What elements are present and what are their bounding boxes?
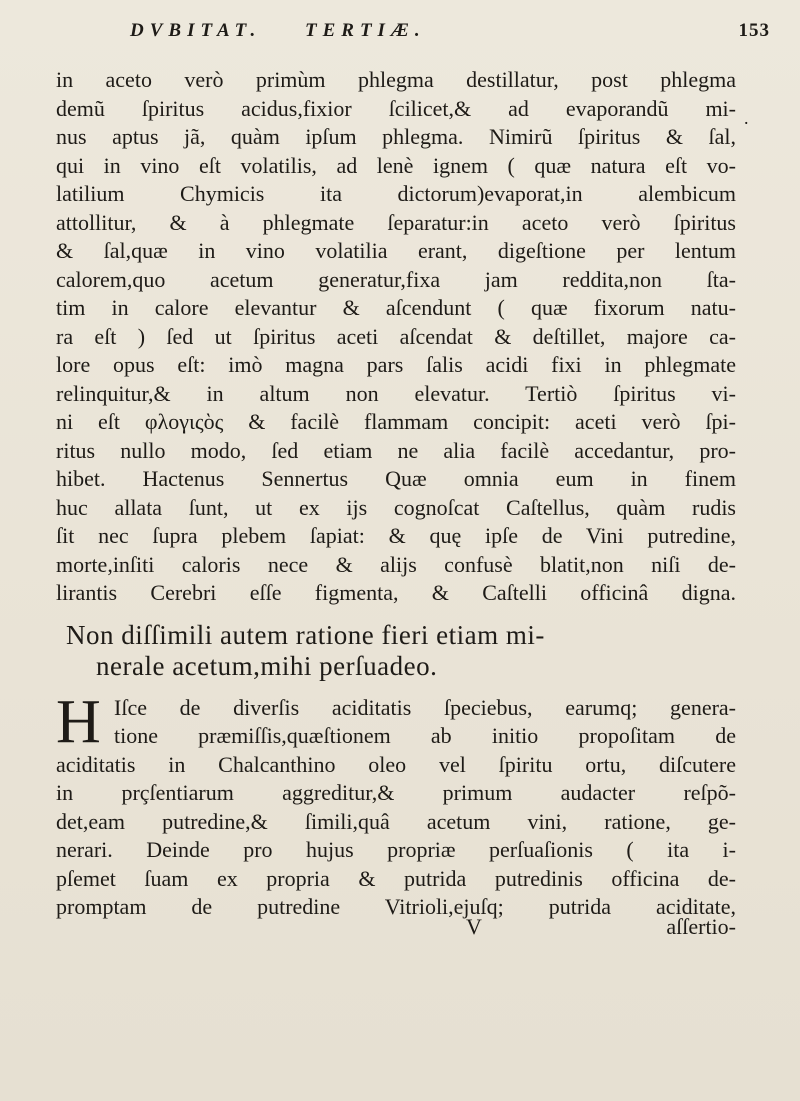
paragraph-2	[56, 687, 736, 922]
spacer	[56, 608, 736, 620]
text-line: lore opus eſt: imò magna pars ſalis acidi fixi in phlegmate	[56, 352, 736, 377]
section-heading	[56, 620, 736, 682]
spacer	[56, 682, 736, 694]
running-head	[130, 20, 770, 56]
text-line: & ſal,quæ in vino volatilia erant, digeſtione per lentum	[56, 238, 736, 263]
text-line: tione præmiſſis,quæſtionem ab initio propoſitam de	[114, 723, 736, 748]
text-line: promptam de putredine Vitrioli,ejuſq; putrida aciditate,	[56, 894, 736, 919]
paragraph-1	[56, 66, 736, 608]
text-line: attollitur, & à phlegmate ſeparatur:in aceto verò ſpiritus	[56, 209, 736, 235]
running-head-section: TERTIÆ.	[305, 20, 426, 41]
drop-cap: H	[56, 687, 101, 756]
text-line: latilium Chymicis ita dictorum)evaporat,in alembicum	[56, 181, 736, 206]
text-line: tim in calore elevantur & aſcendunt ( quæ fixorum natu-	[56, 295, 736, 320]
text-line: det,eam putredine,& ſimili,quâ acetum vini, ratione, ge-	[56, 808, 736, 834]
text-line: huc allata ſunt, ut ex ijs cognoſcat Caſtellus, quàm rudis	[56, 494, 736, 520]
text-line: in prçſentiarum aggreditur,& primum audacter reſpõ-	[56, 780, 736, 805]
text-line: nus aptus jã, quàm ipſum phlegma. Nimirũ ſpiritus & ſal,	[56, 124, 736, 149]
running-head-title: DVBITAT.	[130, 20, 262, 41]
text-line: calorem,quo acetum generatur,fixa jam reddita,non ſta-	[56, 266, 736, 292]
text-line: ſit nec ſupra plebem ſapiat: & quę ipſe de Vini putredine,	[56, 523, 736, 548]
text-line: qui in vino eſt volatilis, ad lenè ignem ( quæ natura eſt vo-	[56, 152, 736, 178]
text-line: nerari. Deinde pro hujus propriæ perſuaſionis ( ita i-	[56, 837, 736, 862]
text-line: relinquitur,& in altum non elevatur. Tertiò ſpiritus vi-	[56, 380, 736, 406]
text-line: ra eſt ) ſed ut ſpiritus aceti aſcendat & deſtillet, majore ca-	[56, 323, 736, 349]
catchword-line	[56, 913, 736, 946]
heading-line: Non diſſimili autem ratione fieri etiam mi-	[66, 619, 545, 650]
text-line: pſemet ſuam ex propria & putrida putredinis officina de-	[56, 865, 736, 891]
text-line: hibet. Hactenus Sennertus Quæ omnia eum in finem	[56, 466, 736, 491]
text-line: aciditatis in Chalcanthino oleo vel ſpiritu ortu, diſcutere	[56, 751, 736, 777]
heading-line: nerale acetum,mihi perſuadeo.	[96, 650, 438, 681]
text-block	[56, 66, 736, 946]
signature-mark: V	[466, 913, 482, 939]
margin-mark: .	[744, 108, 749, 128]
catchword: aſſertio-	[666, 913, 736, 939]
text-line: lirantis Cerebri eſſe figmenta, & Caſtelli officinâ digna.	[56, 580, 736, 605]
text-line: demũ ſpiritus acidus,fixior ſcilicet,& ad evaporandũ mi-	[56, 95, 736, 121]
page-number: 153	[738, 20, 770, 41]
text-line: in aceto verò primùm phlegma destillatur, post phlegma	[56, 67, 736, 92]
text-line: ritus nullo modo, ſed etiam ne alia facilè accedantur, pro-	[56, 437, 736, 463]
text-line: ni eſt φλογιςὸς & facilè flammam concipit: aceti verò ſpi-	[56, 409, 736, 434]
text-line: Iſce de diverſis aciditatis ſpeciebus, earumq; genera-	[114, 694, 736, 720]
text-line: morte,inſiti caloris nece & alijs confusè blatit,non niſi de-	[56, 551, 736, 577]
